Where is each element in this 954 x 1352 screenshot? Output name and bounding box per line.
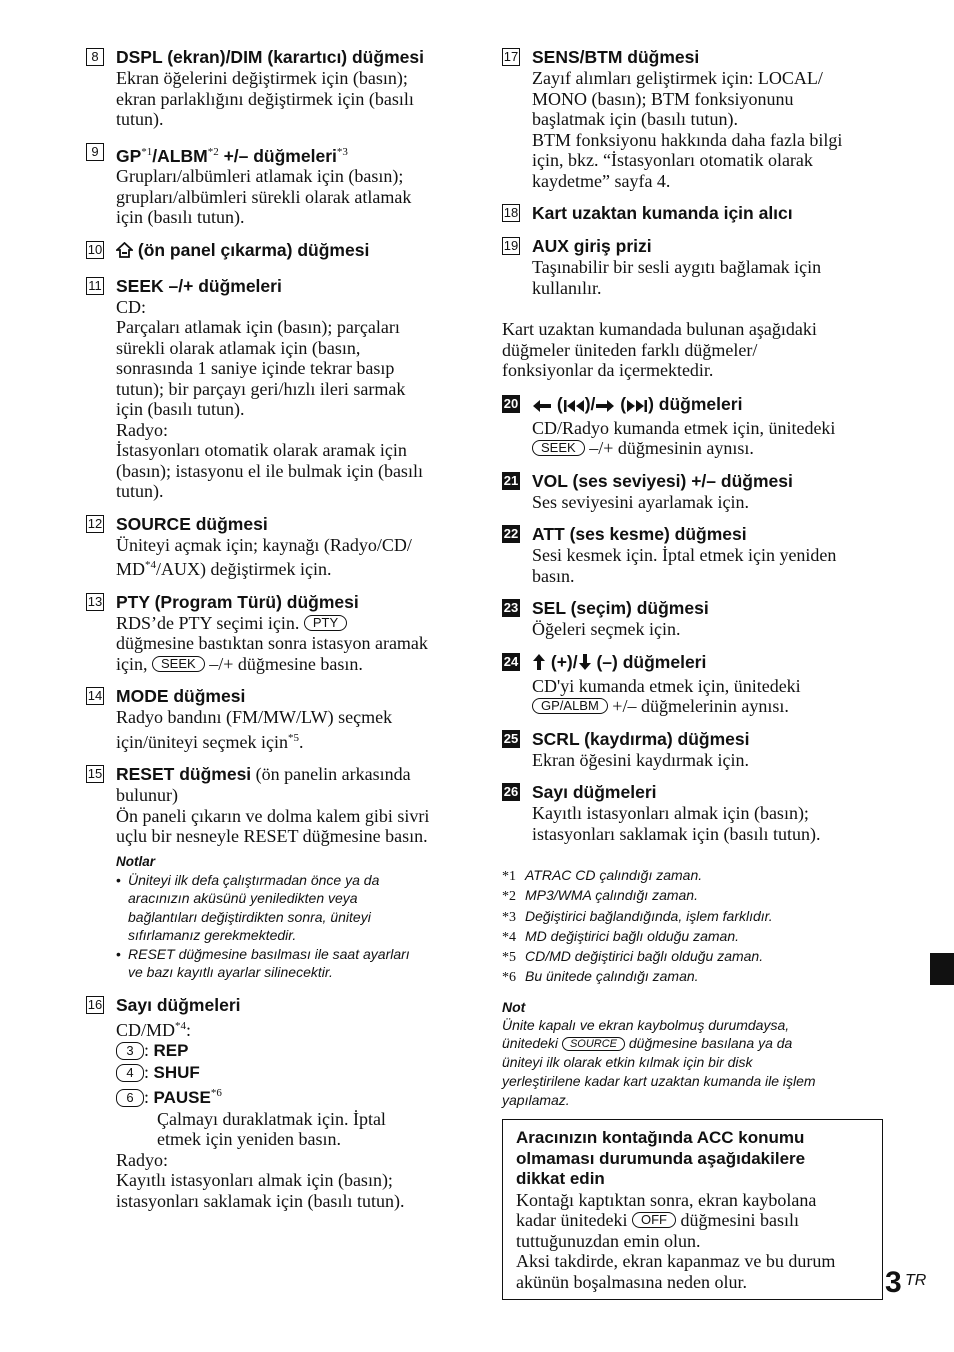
item-body: Zayıf alımları geliştirmek için: LOCAL/ MONO (basın); BTM fonksiyonunu başlatmak için (basılı tutun). BTM fonksiyonu hakkında daha fazla bilgi için, bkz. “İstasyonları otomatik olarak kaydetme” sayfa 4. (532, 68, 843, 191)
item-body: Kayıtlı istasyonları almak için (basın); istasyonları saklamak için (basılı tutun). (532, 803, 821, 844)
skip-next-icon (626, 396, 648, 418)
item-body: Ön paneli çıkarın ve dolma kalem gibi sivri uçlu bir nesneyle RESET düğmesine basın. (116, 805, 430, 847)
item-number: 20 (503, 395, 519, 411)
seek-key-label: SEEK (152, 656, 205, 672)
item-13: 13 PTY (Program Türü) düğmesi RDS’de PTY seçimi için. PTY düğmesine bastıktan sonra istasyon aramak için, SEEK –/+ düğmesine basın. (86, 591, 471, 675)
notes-block (116, 853, 471, 982)
item-title: VOL (ses seviyesi) +/– düğmesi (532, 470, 793, 491)
pty-key-label: PTY (304, 615, 347, 631)
footnote: *2 MP3/WMA çalındığı zaman. (502, 887, 698, 905)
page-number: 3 (885, 1266, 902, 1299)
item-title: SENS/BTM düğmesi (532, 47, 700, 67)
item-8 (86, 46, 471, 130)
item-number: 14 (87, 688, 103, 704)
item-title: Sayı düğmeleri (532, 782, 657, 802)
item-title: DSPL (ekran)/DIM (karartıcı) düğmesi (116, 47, 424, 67)
footnote: *4 MD değiştirici bağlı olduğu zaman. (502, 927, 739, 945)
item-16: 16 Sayı düğmeleri CD/MD$^{*4}$: 3 : REP 4 : SHUF 6 : PAUSE$^{*6}$ Çalmayı duraklatmak için. İptal etmek için yeniden basın. Radyo: Kayıtlı istasyonları almak için (basın); istasyonları saklamak için (basılı tutun). (86, 994, 471, 1212)
arrow-down-icon (578, 653, 592, 676)
item-body: Taşınabilir bir sesli aygıtı bağlamak için kullanılır. (532, 257, 822, 298)
item-title: (+)/ (–) düğmeleri (532, 651, 884, 676)
arrow-up-icon (532, 653, 546, 676)
item-number: 8 (86, 48, 104, 66)
item-10 (86, 239, 471, 264)
item-title: $GP^{*1}/ALBM^{*2}$ +/– düğmeleri$^{*3}$ (116, 145, 348, 166)
item-number: 23 (503, 600, 519, 615)
item-22 (502, 523, 884, 586)
item-number: 9 (86, 143, 104, 161)
not-title: Not (502, 998, 526, 1015)
remote-intro-text: Kart uzaktan kumandada bulunan aşağıdaki düğmeler üniteden farklı düğmeler/ fonksiyonlar da içermektedir. (502, 319, 817, 380)
preset-6-row: 6 : PAUSE$^{*6}$ (116, 1083, 471, 1109)
item-23 (502, 597, 884, 640)
footnote: *3 Değiştirici bağlandığında, işlem farklıdır. (502, 907, 773, 925)
item-body: Ekran öğesini kaydırmak için. (532, 749, 749, 770)
item-title: SEL (seçim) düğmesi (532, 598, 709, 618)
notes-title: Notlar (116, 853, 156, 869)
item-number: 16 (87, 996, 103, 1012)
gp-albm-key-label: GP/ALBM (532, 698, 608, 714)
section-tab-marker (930, 953, 954, 985)
item-20: 20 ( )/ ( ) düğmeleri CD/Radyo kumanda etmek için, ünitedeki SEEK –/+ düğmesinin aynısı. (502, 393, 884, 459)
item-body: Grupları/albümleri atlamak için (basın); grupları/albümleri sürekli olarak atlamak için (basılı tutun). (116, 166, 412, 228)
preset-6-key: 6 (116, 1089, 144, 1107)
item-19 (502, 235, 884, 298)
preset-4-key: 4 (116, 1064, 144, 1082)
preset-3-row: 3 : REP (116, 1040, 471, 1062)
item-title: Sayı düğmeleri (116, 994, 241, 1015)
note-item: • Üniteyi ilk defa çalıştırmadan önce ya da aracınızın aküsünü yeniledikten veya bağlantıları değiştirdikten sonra, üniteyi sıfırlamanız gerekmektedir. (116, 871, 471, 945)
item-number: 19 (503, 238, 519, 253)
preset-3-key: 3 (116, 1042, 144, 1060)
item-title: ( )/ ( ) düğmeleri (532, 393, 884, 418)
footnote: *5 CD/MD değiştirici bağlı olduğu zaman. (502, 948, 764, 966)
item-title: ATT (ses kesme) düğmesi (532, 524, 747, 544)
note-item: • RESET düğmesine basılması ile saat ayarları ve bazı kayıtlı ayarlar silinecektir. (116, 945, 471, 982)
item-number: 11 (86, 277, 104, 295)
item-body: Öğeleri seçmek için. (532, 619, 681, 639)
item-body: Üniteyi açmak için; kaynağı (Radyo/CD/ MD$^{*4}$/AUX) değiştirmek için. (116, 534, 412, 580)
item-number: 15 (87, 766, 103, 782)
item-body: Sesi kesmek için. İptal etmek için yeniden basın. (532, 545, 837, 586)
item-11 (86, 275, 471, 502)
eject-icon (116, 242, 133, 264)
item-number: 18 (503, 205, 519, 220)
item-17 (502, 46, 884, 191)
item-number: 13 (87, 593, 103, 609)
item-14 (86, 685, 471, 752)
item-title: MODE düğmesi (116, 686, 246, 707)
arrow-left-icon (532, 396, 552, 418)
item-body: Ekran öğelerini değiştirmek için (basın); ekran parlaklığını değiştirmek için (basılı tutun). (116, 68, 414, 129)
item-15: 15 RESET düğmesi (ön panelin arkasında bulunur) Ön paneli çıkarın ve dolma kalem gibi sivri uçlu bir nesneyle RESET düğmesine basın. (86, 763, 471, 847)
item-title: RESET düğmesi (ön panelin arkasında (116, 764, 411, 785)
arrow-right-icon (595, 396, 615, 418)
item-number: 25 (503, 730, 519, 746)
right-column (502, 46, 884, 1109)
item-24: 24 (+)/ (–) düğmeleri CD'yi kumanda etmek için, ünitedeki GP/ALBM +/– düğmelerinin aynısı. (502, 651, 884, 717)
item-body: Radyo bandını (FM/MW/LW) seçmek için/üniteyi seçmek için$^{*5}$. (116, 707, 393, 752)
item-number: 24 (503, 653, 519, 669)
warning-title: Aracınızın kontağında ACC konumu olmaması durumunda aşağıdakilere dikkat edin (516, 1128, 806, 1188)
item-title: AUX giriş prizi (532, 236, 652, 256)
item-body: Ses seviyesini ayarlamak için. (532, 491, 749, 512)
acc-warning-box: Aracınızın kontağında ACC konumu olmaması durumunda aşağıdakilere dikkat edin Kontağı kaptıktan sonra, ekran kaybolana kadar ünitedeki OFF düğmesini basılı tuttuğunuzdan emin olun. Aksi takdirde, ekran kapanmaz ve bu durum akünün boşalmasına neden olur. (502, 1119, 883, 1300)
skip-previous-icon (563, 396, 585, 418)
item-title: SEEK –/+ düğmeleri (116, 275, 282, 296)
seek-key-label: SEEK (532, 440, 585, 456)
footnotes (502, 866, 884, 988)
left-column (86, 46, 471, 1222)
item-title: SCRL (kaydırma) düğmesi (532, 728, 750, 749)
footnote: *6 Bu ünitede çalındığı zaman. (502, 968, 699, 986)
item-number: 17 (503, 49, 519, 64)
item-number: 26 (503, 784, 519, 799)
item-title: SOURCE düğmesi (116, 513, 268, 534)
item-number: 10 (87, 241, 103, 257)
item-body: CD: Parçaları atlamak için (basın); parçaları sürekli olarak atlamak için (basın, sonrasında 1 saniye içinde tekrar basıp tutun); bir parçayı geri/hızlı ileri sarmak için (basılı tutun). Radyo: İstasyonları otomatik olarak aramak için (basın); istasyonu el ile bulmak için (basılı tutun). (116, 296, 423, 502)
item-25 (502, 728, 884, 771)
item-12 (86, 513, 471, 580)
source-key-label: SOURCE (562, 1037, 625, 1051)
item-number: 12 (87, 515, 103, 531)
off-key-label: OFF (632, 1212, 676, 1228)
item-title: Kart uzaktan kumanda için alıcı (532, 203, 793, 223)
footnote: *1 ATRAC CD çalındığı zaman. (502, 867, 703, 884)
item-number: 21 (503, 472, 519, 488)
page-language-suffix: TR (905, 1272, 927, 1289)
item-number: 22 (503, 526, 519, 541)
item-18 (502, 202, 884, 224)
item-title: (ön panel çıkarma) düğmesi (116, 239, 471, 264)
item-9 (86, 141, 471, 228)
not-text: Ünite kapalı ve ekran kaybolmuş durumdaysa, ünitedeki SOURCE düğmesine basılana ya da üniteyi ilk olarak etkin kılmak için bir disk yerleştirilene kadar kart uzaktan kumanda ile işlem yapılamaz. (502, 1016, 816, 1108)
preset-4-row: 4 : SHUF (116, 1062, 471, 1084)
item-26 (502, 781, 884, 844)
item-title: PTY (Program Türü) düğmesi (116, 591, 359, 612)
item-21 (502, 470, 884, 513)
